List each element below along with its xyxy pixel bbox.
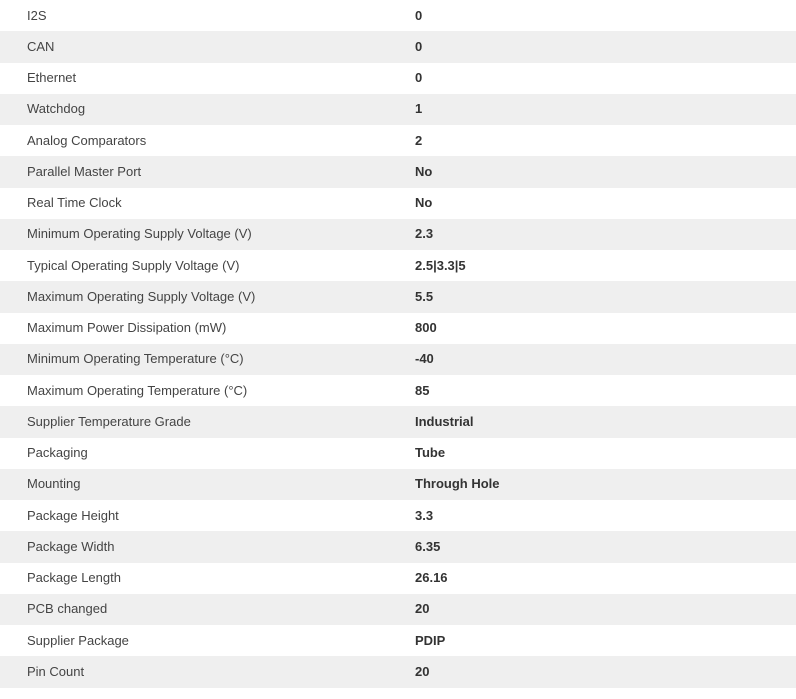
spec-label: Watchdog [27,101,86,117]
spec-label: Maximum Power Dissipation (mW) [27,320,227,336]
spec-value: 1 [415,101,423,117]
spec-label: PCB changed [27,601,108,617]
spec-value: Tube [415,445,446,461]
table-row [0,63,796,94]
spec-label: Analog Comparators [27,132,147,148]
spec-value: 85 [415,382,430,398]
table-row [0,375,796,406]
spec-label: Package Height [27,507,119,523]
spec-value: 26.16 [415,570,448,586]
table-row [0,313,796,344]
spec-label: Parallel Master Port [27,163,142,179]
table-row [0,594,796,625]
spec-label: Pin Count [27,663,85,679]
spec-value: 2 [415,132,423,148]
spec-value: 0 [415,38,423,54]
spec-label: Real Time Clock [27,195,122,211]
table-row [0,0,796,31]
spec-label: Maximum Operating Temperature (°C) [27,382,248,398]
table-row [0,563,796,594]
table-row [0,219,796,250]
spec-label: Ethernet [27,70,77,86]
spec-label: Minimum Operating Temperature (°C) [27,351,244,367]
spec-value: No [415,195,433,211]
table-row [0,625,796,656]
spec-label: Packaging [27,445,88,461]
spec-value: 20 [415,663,430,679]
spec-label: I2S [27,7,47,23]
spec-value: 3.3 [415,507,434,523]
spec-value: 6.35 [415,538,441,554]
spec-label: Supplier Package [27,632,129,648]
spec-label: Typical Operating Supply Voltage (V) [27,257,240,273]
table-row [0,406,796,437]
table-row [0,344,796,375]
table-row [0,156,796,187]
spec-value: -40 [415,351,434,367]
table-row [0,125,796,156]
spec-label: Mounting [27,476,81,492]
spec-value: 5.5 [415,288,434,304]
spec-value: Industrial [415,413,474,429]
spec-value: PDIP [415,632,446,648]
table-row [0,656,796,687]
table-row [0,281,796,312]
spec-value: 2.3 [415,226,434,242]
table-row [0,31,796,62]
table-row [0,250,796,281]
spec-label: Package Length [27,570,121,586]
spec-label: Maximum Operating Supply Voltage (V) [27,288,256,304]
spec-label: Minimum Operating Supply Voltage (V) [27,226,252,242]
table-row [0,531,796,562]
table-row [0,94,796,125]
spec-value: No [415,163,433,179]
spec-label: Supplier Temperature Grade [27,413,191,429]
spec-value: 2.5|3.3|5 [415,257,466,273]
spec-value: 20 [415,601,430,617]
spec-value: 800 [415,320,437,336]
spec-label: Package Width [27,538,115,554]
spec-value: Through Hole [415,476,500,492]
table-row [0,188,796,219]
table-row [0,438,796,469]
spec-value: 0 [415,70,423,86]
spec-value: 0 [415,7,423,23]
table-row [0,500,796,531]
spec-label: CAN [27,38,55,54]
table-row [0,469,796,500]
